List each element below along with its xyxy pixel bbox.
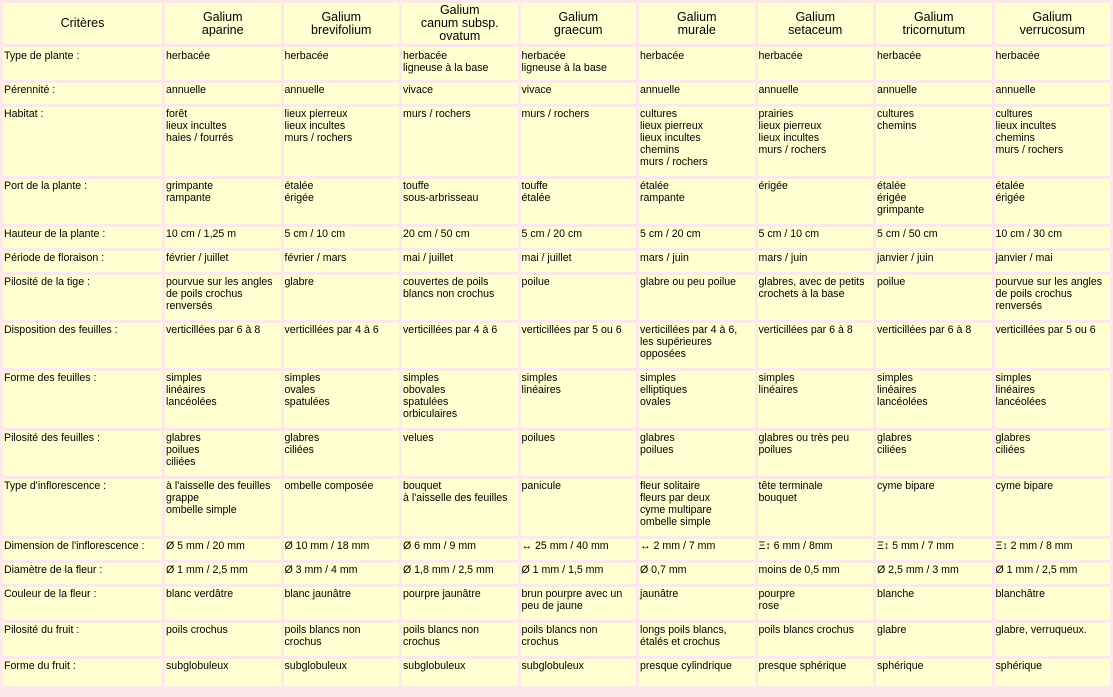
table-cell: ↔ 25 mm / 40 mm [521, 539, 637, 560]
header-species: Galium aparine [165, 3, 281, 44]
table-cell: moins de 0,5 mm [758, 563, 874, 584]
table-row [3, 431, 1110, 476]
table-cell: verticillées par 4 à 6 [402, 323, 518, 368]
header-species: Galium tricornutum [876, 3, 992, 44]
table-cell: janvier / juin [876, 251, 992, 272]
row-label: Pérennité : [3, 83, 162, 104]
table-cell: blanc verdâtre [165, 587, 281, 620]
table-cell: poils blancs non crochus [521, 623, 637, 656]
table-cell: glabres poilues ciliées [165, 431, 281, 476]
table-cell: grimpante rampante [165, 179, 281, 224]
table-cell: simples linéaires lancéolées [876, 371, 992, 428]
table-row [3, 623, 1110, 656]
table-cell: blanche [876, 587, 992, 620]
table-cell: presque cylindrique [639, 659, 755, 686]
table-cell: poilues [521, 431, 637, 476]
table-row [3, 179, 1110, 224]
table-cell: poils blancs crochus [758, 623, 874, 656]
table-cell: cultures chemins [876, 107, 992, 176]
table-row [3, 479, 1110, 536]
table-cell: cultures lieux incultes chemins murs / rochers [995, 107, 1111, 176]
table-cell: sphérique [876, 659, 992, 686]
table-cell: brun pourpre avec un peu de jaune [521, 587, 637, 620]
table-cell: Ø 3 mm / 4 mm [284, 563, 400, 584]
table-cell: herbacée [165, 47, 281, 80]
table-cell: simples linéaires [758, 371, 874, 428]
table-cell: subglobuleux [521, 659, 637, 686]
table-cell: subglobuleux [165, 659, 281, 686]
table-cell: glabres ou très peu poilues [758, 431, 874, 476]
table-cell: 5 cm / 10 cm [758, 227, 874, 248]
table-cell: verticillées par 4 à 6 [284, 323, 400, 368]
table-cell: simples linéaires [521, 371, 637, 428]
table-cell: glabres poilues [639, 431, 755, 476]
row-label: Forme du fruit : [3, 659, 162, 686]
table-cell: annuelle [639, 83, 755, 104]
table-cell: verticillées par 5 ou 6 [995, 323, 1111, 368]
table-cell: touffe étalée [521, 179, 637, 224]
table-cell: herbacée ligneuse à la base [521, 47, 637, 80]
table-row [3, 659, 1110, 686]
table-row [3, 107, 1110, 176]
table-cell: étalée érigée [995, 179, 1111, 224]
table-cell: annuelle [995, 83, 1111, 104]
row-label: Hauteur de la plante : [3, 227, 162, 248]
row-label: Habitat : [3, 107, 162, 176]
table-cell: 5 cm / 20 cm [521, 227, 637, 248]
table-cell: cyme bipare [876, 479, 992, 536]
header-row [3, 3, 1110, 44]
header-species: Galium canum subsp. ovatum [402, 3, 518, 44]
table-cell: touffe sous-arbrisseau [402, 179, 518, 224]
table-cell: cultures lieux pierreux lieux incultes chemins murs / rochers [639, 107, 755, 176]
table-cell: poilue [521, 275, 637, 320]
row-label: Pilosité du fruit : [3, 623, 162, 656]
table-cell: murs / rochers [402, 107, 518, 176]
table-cell: subglobuleux [402, 659, 518, 686]
header-species: Galium setaceum [758, 3, 874, 44]
table-cell: verticillées par 6 à 8 [876, 323, 992, 368]
table-row [3, 539, 1110, 560]
table-cell: Ø 0,7 mm [639, 563, 755, 584]
table-cell: vivace [521, 83, 637, 104]
table-cell: Ξ↕ 2 mm / 8 mm [995, 539, 1111, 560]
table-row [3, 371, 1110, 428]
table-cell: simples obovales spatulées orbiculaires [402, 371, 518, 428]
table-cell: verticillées par 5 ou 6 [521, 323, 637, 368]
table-cell: verticillées par 6 à 8 [165, 323, 281, 368]
table-cell: annuelle [876, 83, 992, 104]
row-label: Type de plante : [3, 47, 162, 80]
table-cell: lieux pierreux lieux incultes murs / rochers [284, 107, 400, 176]
table-row [3, 323, 1110, 368]
table-cell: 20 cm / 50 cm [402, 227, 518, 248]
table-cell: Ø 1,8 mm / 2,5 mm [402, 563, 518, 584]
table-cell: mars / juin [758, 251, 874, 272]
table-cell: blanc jaunâtre [284, 587, 400, 620]
table-cell: mars / juin [639, 251, 755, 272]
table-cell: Ø 2,5 mm / 3 mm [876, 563, 992, 584]
table-cell: annuelle [165, 83, 281, 104]
table-cell: 5 cm / 10 cm [284, 227, 400, 248]
table-cell: glabre ou peu poilue [639, 275, 755, 320]
row-label: Pilosité des feuilles : [3, 431, 162, 476]
table-cell: jaunâtre [639, 587, 755, 620]
table-cell: velues [402, 431, 518, 476]
table-row [3, 83, 1110, 104]
row-label: Disposition des feuilles : [3, 323, 162, 368]
table-cell: ↔ 2 mm / 7 mm [639, 539, 755, 560]
table-cell: Ø 1 mm / 2,5 mm [165, 563, 281, 584]
table-cell: annuelle [284, 83, 400, 104]
table-cell: forêt lieux incultes haies / fourrés [165, 107, 281, 176]
table-cell: 10 cm / 30 cm [995, 227, 1111, 248]
table-cell: herbacée [284, 47, 400, 80]
table-row [3, 227, 1110, 248]
table-cell: pourpre rose [758, 587, 874, 620]
table-cell: poils crochus [165, 623, 281, 656]
table-cell: ombelle composée [284, 479, 400, 536]
header-species: Galium graecum [521, 3, 637, 44]
table-cell: verticillées par 4 à 6, les supérieures opposées [639, 323, 755, 368]
table-cell: couvertes de poils blancs non crochus [402, 275, 518, 320]
table-cell: Ø 1 mm / 2,5 mm [995, 563, 1111, 584]
row-label: Couleur de la fleur : [3, 587, 162, 620]
table-cell: fleur solitaire fleurs par deux cyme multipare ombelle simple [639, 479, 755, 536]
table-cell: herbacée [995, 47, 1111, 80]
table-cell: étalée érigée [284, 179, 400, 224]
table-cell: 5 cm / 50 cm [876, 227, 992, 248]
header-species: Galium murale [639, 3, 755, 44]
table-cell: février / juillet [165, 251, 281, 272]
table-cell: glabres ciliées [284, 431, 400, 476]
table-cell: Ø 10 mm / 18 mm [284, 539, 400, 560]
table-cell: blanchâtre [995, 587, 1111, 620]
table-cell: annuelle [758, 83, 874, 104]
table-cell: Ξ↕ 5 mm / 7 mm [876, 539, 992, 560]
table-cell: sphérique [995, 659, 1111, 686]
table-cell: glabre, verruqueux. [995, 623, 1111, 656]
table-cell: verticillées par 6 à 8 [758, 323, 874, 368]
table-cell: février / mars [284, 251, 400, 272]
table-cell: simples ovales spatulées [284, 371, 400, 428]
table-cell: poilue [876, 275, 992, 320]
table-cell: mai / juillet [402, 251, 518, 272]
row-label: Période de floraison : [3, 251, 162, 272]
table-cell: Ξ↕ 6 mm / 8mm [758, 539, 874, 560]
table-row [3, 587, 1110, 620]
row-label: Diamètre de la fleur : [3, 563, 162, 584]
table-cell: simples elliptiques ovales [639, 371, 755, 428]
table-cell: 5 cm / 20 cm [639, 227, 755, 248]
table-cell: herbacée [758, 47, 874, 80]
table-cell: herbacée [639, 47, 755, 80]
table-cell: prairies lieux pierreux lieux incultes murs / rochers [758, 107, 874, 176]
table-cell: longs poils blancs, étalés et crochus [639, 623, 755, 656]
header-species: Galium brevifolium [284, 3, 400, 44]
table-cell: glabres ciliées [876, 431, 992, 476]
table-row [3, 47, 1110, 80]
row-label: Port de la plante : [3, 179, 162, 224]
table-cell: étalée rampante [639, 179, 755, 224]
table-cell: glabre [876, 623, 992, 656]
table-cell: simples linéaires lancéolées [995, 371, 1111, 428]
table-cell: mai / juillet [521, 251, 637, 272]
table-cell: Ø 5 mm / 20 mm [165, 539, 281, 560]
table-cell: pourvue sur les angles de poils crochus renversés [995, 275, 1111, 320]
table-cell: vivace [402, 83, 518, 104]
table-cell: glabres ciliées [995, 431, 1111, 476]
table-cell: herbacée ligneuse à la base [402, 47, 518, 80]
header-criteria: Critères [3, 3, 162, 44]
table-cell: Ø 6 mm / 9 mm [402, 539, 518, 560]
table-row [3, 251, 1110, 272]
table-row [3, 563, 1110, 584]
table-cell: 10 cm / 1,25 m [165, 227, 281, 248]
table-cell: pourvue sur les angles de poils crochus renversés [165, 275, 281, 320]
row-label: Forme des feuilles : [3, 371, 162, 428]
table-cell: poils blancs non crochus [402, 623, 518, 656]
table-cell: à l'aisselle des feuilles grappe ombelle simple [165, 479, 281, 536]
table-cell: cyme bipare [995, 479, 1111, 536]
table-cell: Ø 1 mm / 1,5 mm [521, 563, 637, 584]
table-cell: simples linéaires lancéolées [165, 371, 281, 428]
table-cell: subglobuleux [284, 659, 400, 686]
table-cell: glabres, avec de petits crochets à la base [758, 275, 874, 320]
table-body [3, 47, 1110, 686]
table-cell: tête terminale bouquet [758, 479, 874, 536]
table-cell: janvier / mai [995, 251, 1111, 272]
table-cell: glabre [284, 275, 400, 320]
table-cell: bouquet à l'aisselle des feuilles [402, 479, 518, 536]
table-cell: étalée érigée grimpante [876, 179, 992, 224]
row-label: Dimension de l'inflorescence : [3, 539, 162, 560]
table-cell: poils blancs non crochus [284, 623, 400, 656]
table-cell: panicule [521, 479, 637, 536]
table-cell: herbacée [876, 47, 992, 80]
table-cell: presque sphérique [758, 659, 874, 686]
table-cell: pourpre jaunâtre [402, 587, 518, 620]
row-label: Type d'inflorescence : [3, 479, 162, 536]
table-cell: érigée [758, 179, 874, 224]
table-cell: murs / rochers [521, 107, 637, 176]
table-row [3, 275, 1110, 320]
header-species: Galium verrucosum [995, 3, 1111, 44]
row-label: Pilosité de la tige : [3, 275, 162, 320]
